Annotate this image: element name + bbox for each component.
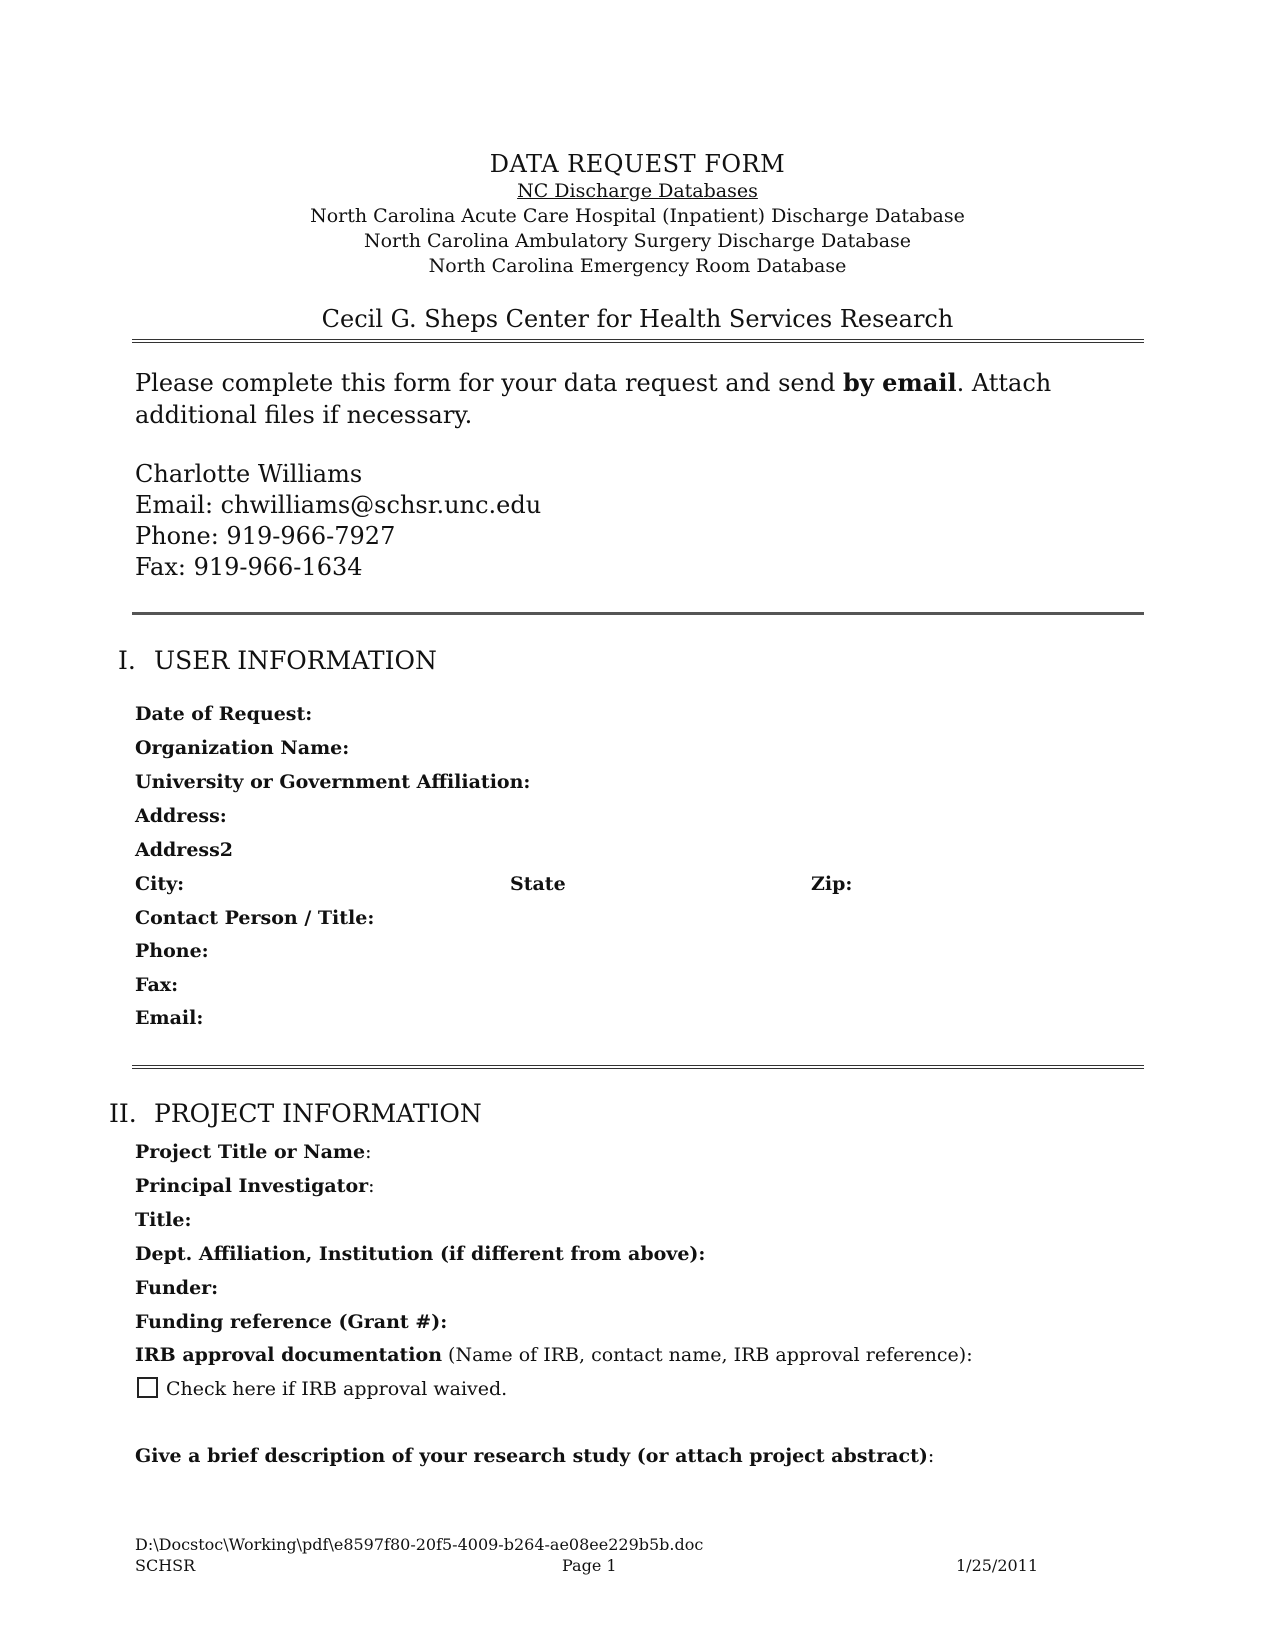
field-irb-label: IRB approval documentation [135,1344,443,1366]
irb-waived-label: Check here if IRB approval waived. [166,1378,508,1400]
field-study-description [135,1445,934,1467]
field-funding-reference: Funding reference (Grant #): [135,1311,448,1333]
field-irb-detail: (Name of IRB, contact name, IRB approval reference): [442,1344,973,1366]
section-divider [132,612,1144,615]
database-ambulatory: North Carolina Ambulatory Surgery Discharge Database [363,230,912,252]
field-email: Email: [135,1007,204,1029]
field-affiliation: University or Government Affiliation: [135,771,531,793]
field-date-of-request: Date of Request: [135,703,313,725]
field-pi-colon: : [368,1175,375,1197]
footer-file-path: D:\Docstoc\Working\pdf\e8597f80-20f5-4009-b264-ae08ee229b5b.doc [135,1535,704,1554]
header-rule-second [132,342,1144,343]
intro-bold: by email [843,368,957,397]
field-project-title [135,1141,372,1163]
field-principal-investigator [135,1175,375,1197]
section2-number: II. [109,1099,137,1128]
section1-number: I. [118,646,136,675]
database-er: North Carolina Emergency Room Database [428,255,847,277]
field-funder: Funder: [135,1277,219,1299]
form-title: DATA REQUEST FORM [489,150,786,178]
field-city: City: [135,873,185,895]
field-project-title-colon: : [365,1141,372,1163]
contact-email: Email: chwilliams@schsr.unc.edu [135,491,542,519]
field-description-colon: : [927,1445,935,1467]
database-inpatient: North Carolina Acute Care Hospital (Inpatient) Discharge Database [310,205,965,227]
field-address2: Address2 [135,839,234,861]
field-phone: Phone: [135,940,209,962]
field-pi-label: Principal Investigator [135,1175,369,1197]
irb-waived-checkbox[interactable] [137,1377,158,1398]
section2-rule [132,1065,1144,1066]
field-description-label: Give a brief description of your research study (or attach project abstract) [135,1445,928,1467]
field-address: Address: [135,805,227,827]
field-title: Title: [135,1209,192,1231]
field-contact-person: Contact Person / Title: [135,907,375,929]
intro-paragraph [135,367,1145,431]
section2-rule-second [132,1068,1144,1069]
field-project-title-label: Project Title or Name [135,1141,366,1163]
footer-date: 1/25/2011 [956,1556,1039,1575]
field-zip: Zip: [811,873,853,895]
footer-org: SCHSR [135,1556,196,1575]
organization-name: Cecil G. Sheps Center for Health Services Research [321,305,954,333]
field-irb-documentation [135,1344,973,1366]
footer-page-number: Page 1 [562,1556,617,1575]
contact-name: Charlotte Williams [135,460,363,488]
contact-fax: Fax: 919-966-1634 [135,553,363,581]
field-fax: Fax: [135,974,179,996]
intro-text: Please complete this form for your data request and send [135,369,844,397]
field-state: State [510,873,566,895]
field-organization-name: Organization Name: [135,737,350,759]
section1-heading: USER INFORMATION [154,646,437,675]
contact-phone: Phone: 919-966-7927 [135,522,396,550]
field-dept-affiliation: Dept. Affiliation, Institution (if different from above): [135,1243,706,1265]
section2-heading: PROJECT INFORMATION [154,1099,482,1128]
header-rule [132,339,1144,340]
databases-subtitle: NC Discharge Databases [517,180,758,202]
intro-text-after: . Attach additional files if necessary. [135,369,1052,429]
